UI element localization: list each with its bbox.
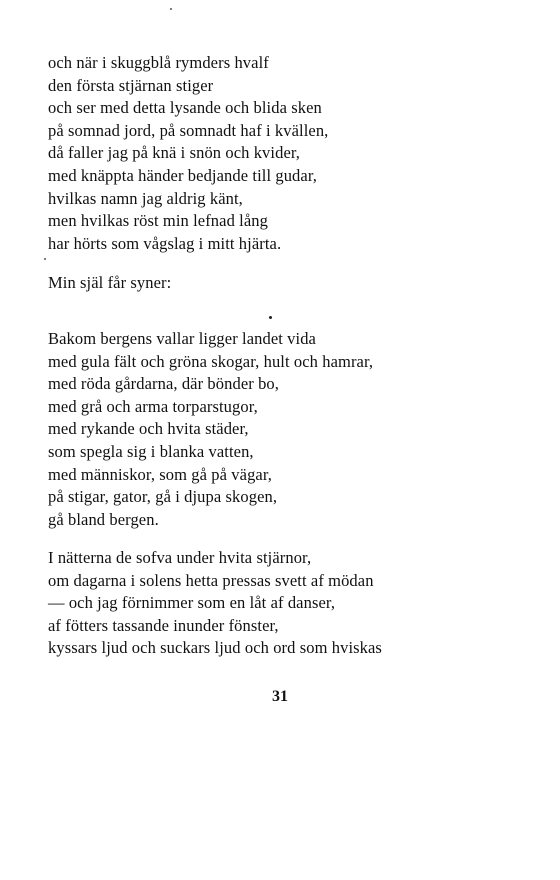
print-speck: [170, 8, 172, 10]
verse-line: då faller jag på knä i snön och kvider,: [48, 143, 301, 163]
print-speck: [44, 258, 46, 260]
verse-line: I nätterna de sofva under hvita stjärnor,: [48, 548, 312, 567]
verse-line: men hvilkas röst min lefnad lång: [48, 211, 268, 231]
verse-line: med röda gårdarna, där bönder bo,: [48, 374, 279, 394]
verse-line: med grå och arma torparstugor,: [48, 396, 258, 416]
verse-line: med gula fält och gröna skogar, hult och hamrar,: [48, 351, 374, 371]
stanza-2: [48, 272, 171, 295]
verse-line: — och jag förnimmer som en låt af danser,: [48, 593, 336, 613]
verse-line: om dagarna i solens hetta pressas svett af mödan: [48, 570, 374, 590]
verse-line: med rykande och hvita städer,: [48, 419, 249, 439]
verse-line: på stigar, gator, gå i djupa skogen,: [48, 487, 278, 507]
verse-line: Min själ får syner:: [48, 273, 172, 292]
verse-line: och ser med detta lysande och blida sken: [48, 98, 322, 118]
verse-line: den första stjärnan stiger: [48, 75, 214, 95]
verse-line: gå bland bergen.: [48, 509, 159, 529]
stanza-4: [48, 547, 382, 660]
verse-line: hvilkas namn jag aldrig känt,: [48, 188, 243, 208]
stanza-1: [48, 52, 328, 255]
verse-line: kyssars ljud och suckars ljud och ord som hviskas: [48, 638, 382, 658]
section-dot: [269, 316, 272, 319]
verse-line: och när i skuggblå rymders hvalf: [48, 53, 269, 72]
verse-line: som spegla sig i blanka vatten,: [48, 441, 254, 461]
stanza-3: [48, 328, 373, 531]
page-number: 31: [272, 688, 288, 705]
verse-line: har hörts som vågslag i mitt hjärta.: [48, 233, 282, 253]
verse-line: med knäppta händer bedjande till gudar,: [48, 165, 317, 185]
verse-line: på somnad jord, på somnadt haf i kvällen,: [48, 120, 329, 140]
verse-line: af fötters tassande inunder fönster,: [48, 615, 279, 635]
verse-line: Bakom bergens vallar ligger landet vida: [48, 329, 316, 348]
verse-line: med människor, som gå på vägar,: [48, 464, 273, 484]
